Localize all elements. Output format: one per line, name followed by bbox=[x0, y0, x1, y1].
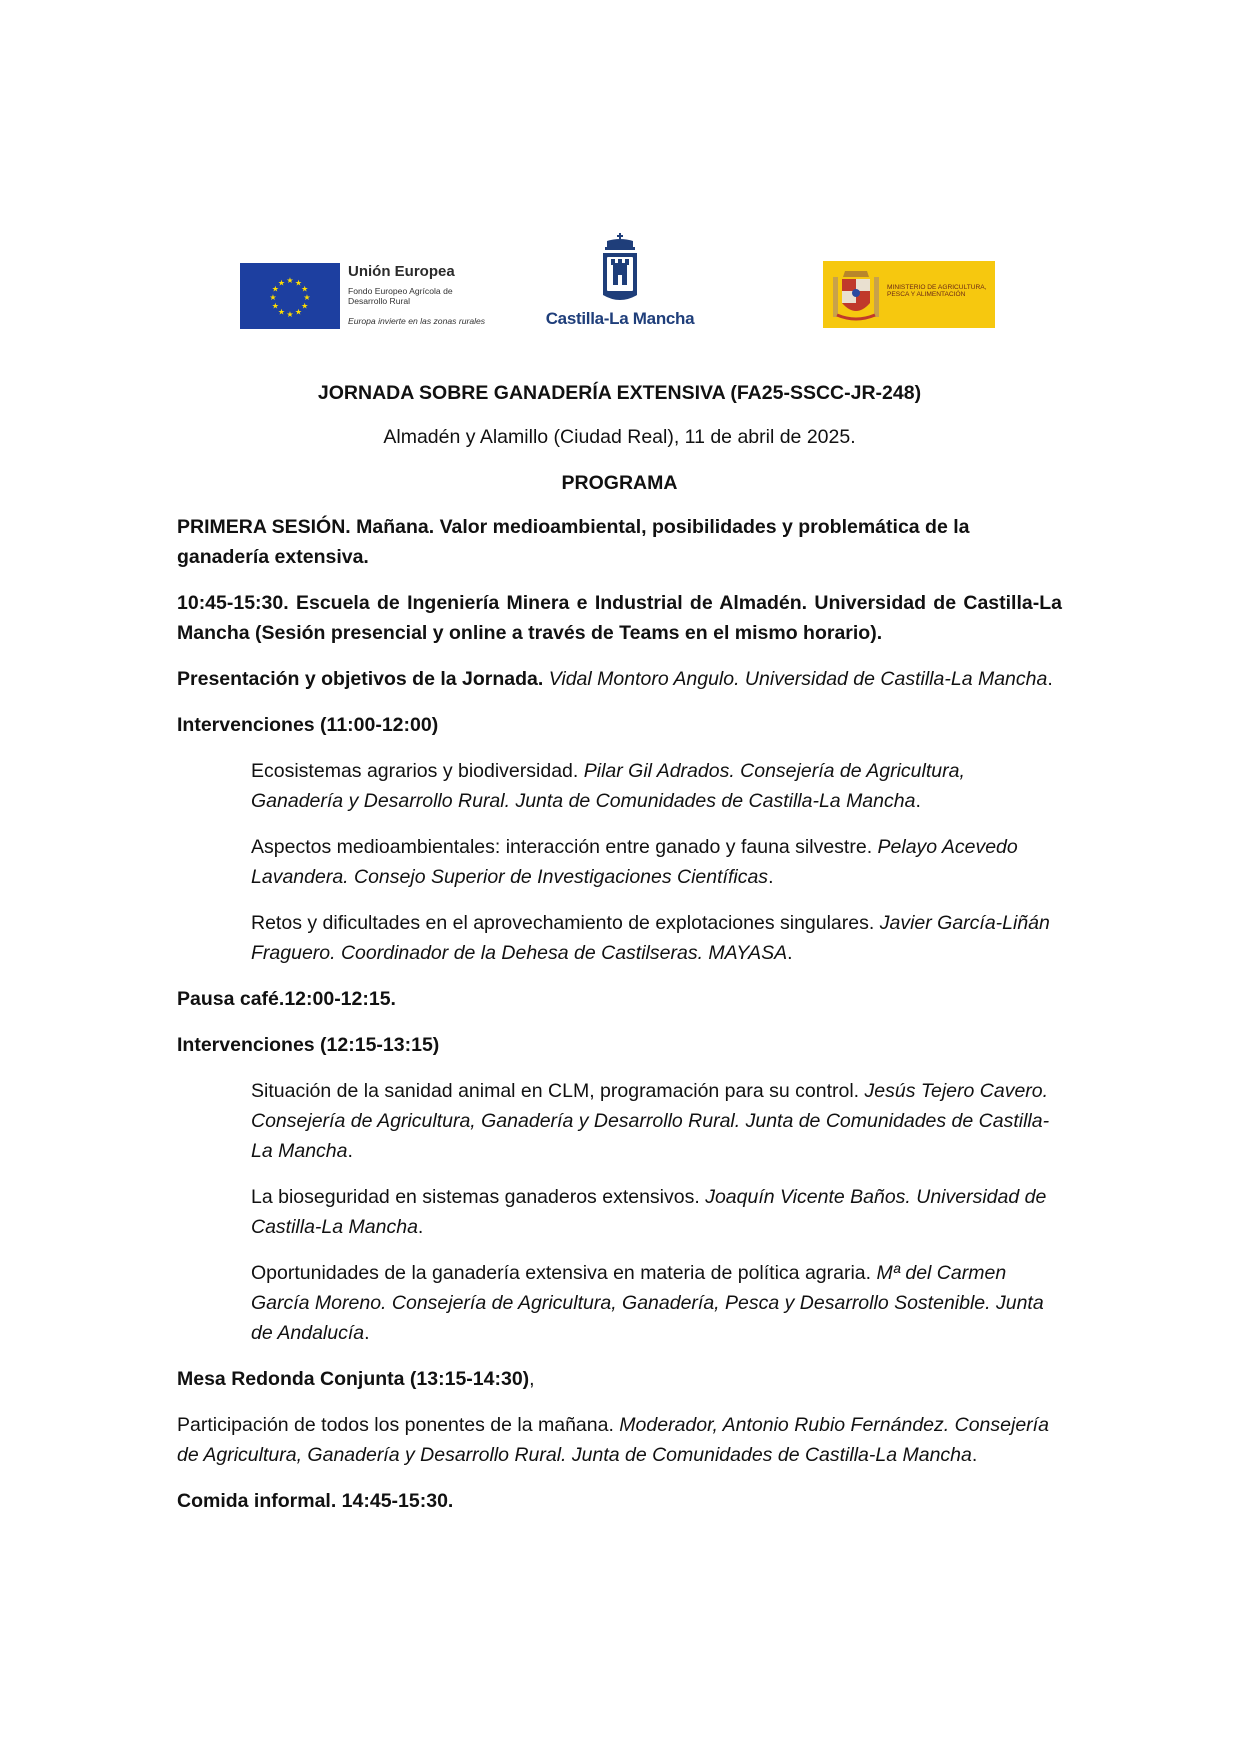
block1-heading: Intervenciones (11:00-12:00) bbox=[177, 714, 439, 736]
session-heading: PRIMERA SESIÓN. Mañana. Valor medioambiental, posibilidades y problemática de la ganadería extensiva. bbox=[177, 516, 970, 568]
svg-text:★: ★ bbox=[301, 301, 309, 311]
item-topic: Situación de la sanidad animal en CLM, programación para su control. bbox=[251, 1080, 865, 1102]
item-speaker: Pelayo Acevedo Lavandera. Consejo Superior de Investigaciones Científicas bbox=[251, 836, 1018, 888]
round-table-title: Mesa Redonda Conjunta (13:15-14:30) bbox=[177, 1368, 530, 1390]
eu-flag-icon bbox=[240, 263, 340, 329]
item-speaker: Joaquín Vicente Baños. Universidad de Castilla-La Mancha bbox=[251, 1186, 1047, 1238]
eu-logo-title: Unión Europea bbox=[348, 263, 455, 280]
presentation-end: . bbox=[1047, 668, 1053, 690]
coat-of-arms-icon bbox=[831, 267, 881, 323]
round-table-detail: Moderador, Antonio Rubio Fernández. Consejería de Agricultura, Ganadería y Desarrollo Rural. Junta de Comunidades de Castilla-La Mancha bbox=[177, 1414, 1049, 1466]
lunch: Comida informal. 14:45-15:30. bbox=[177, 1490, 454, 1512]
logo-header bbox=[0, 0, 1241, 340]
item-speaker: Mª del Carmen García Moreno. Consejería de Agricultura, Ganadería, Pesca y Desarrollo Sostenible. Junta de Andalucía bbox=[251, 1262, 1044, 1344]
programa-heading: PROGRAMA bbox=[561, 472, 678, 494]
document-body bbox=[177, 378, 1062, 1532]
item-end: . bbox=[915, 790, 921, 812]
eu-feader-logo bbox=[240, 263, 515, 331]
round-table-end: . bbox=[971, 1444, 978, 1466]
item-topic: Ecosistemas agrarios y biodiversidad. bbox=[251, 760, 584, 782]
presentation-title: Presentación y objetivos de la Jornada. bbox=[177, 668, 544, 690]
round-table-text bbox=[177, 1410, 1062, 1470]
block2-heading: Intervenciones (12:15-13:15) bbox=[177, 1034, 440, 1056]
item-end: . bbox=[347, 1140, 353, 1162]
svg-text:★: ★ bbox=[294, 278, 303, 288]
round-table-intro: Participación de todos los ponentes de la mañana. bbox=[177, 1414, 620, 1436]
svg-text:★: ★ bbox=[269, 293, 277, 302]
place-date: Almadén y Alamillo (Ciudad Real), 11 de abril de 2025. bbox=[383, 426, 856, 448]
round-table-heading bbox=[177, 1364, 1062, 1394]
item-end: . bbox=[364, 1322, 370, 1344]
eu-logo-tagline: Europa invierte en las zonas rurales bbox=[348, 316, 486, 326]
item-end: . bbox=[787, 942, 793, 964]
item-speaker: Jesús Tejero Cavero. Consejería de Agricultura, Ganadería y Desarrollo Rural. Junta de Comunidades de Castilla-La Mancha bbox=[251, 1080, 1050, 1162]
item-speaker: Pilar Gil Adrados. Consejería de Agricultura, Ganadería y Desarrollo Rural. Junta de Comunidades de Castilla-La Mancha bbox=[251, 760, 965, 812]
item-topic: La bioseguridad en sistemas ganaderos extensivos. bbox=[251, 1186, 706, 1208]
svg-text:★: ★ bbox=[277, 278, 286, 288]
list-item bbox=[251, 832, 1062, 892]
venue-text: 10:45-15:30. Escuela de Ingeniería Minera e Industrial de Almadén. Universidad de Castilla-La Mancha (Sesión presencial y online a través de Teams en el mismo horario). bbox=[177, 592, 1062, 644]
list-item bbox=[251, 1258, 1062, 1348]
eu-logo-subtitle: Fondo Europeo Agrícola de Desarrollo Rural bbox=[348, 286, 453, 306]
svg-text:★: ★ bbox=[303, 293, 311, 302]
ministerio-logo-text: MINISTERIO DE AGRICULTURA, PESCA Y ALIMENTACIÓN bbox=[887, 284, 987, 299]
item-topic: Retos y dificultades en el aprovechamiento de explotaciones singulares. bbox=[251, 912, 880, 934]
list-item bbox=[251, 1076, 1062, 1166]
clm-logo-name: Castilla-La Mancha bbox=[545, 309, 695, 328]
coffee-break: Pausa café.12:00-12:15. bbox=[177, 988, 396, 1010]
item-end: . bbox=[768, 866, 774, 888]
ministerio-logo bbox=[823, 261, 995, 328]
list-item bbox=[251, 1182, 1062, 1242]
item-end: . bbox=[417, 1216, 424, 1238]
presentation-paragraph bbox=[177, 664, 1062, 694]
svg-text:★: ★ bbox=[294, 307, 303, 317]
castilla-la-mancha-logo bbox=[545, 233, 695, 333]
castle-crown-icon bbox=[599, 233, 641, 305]
svg-text:★: ★ bbox=[271, 301, 279, 311]
document-title: JORNADA SOBRE GANADERÍA EXTENSIVA (FA25-SSCC-JR-248) bbox=[317, 382, 922, 404]
item-topic: Aspectos medioambientales: interacción entre ganado y fauna silvestre. bbox=[251, 836, 878, 858]
round-table-comma: , bbox=[529, 1368, 535, 1390]
svg-text:★: ★ bbox=[286, 276, 294, 285]
item-topic: Oportunidades de la ganadería extensiva en materia de política agraria. bbox=[251, 1262, 877, 1284]
svg-text:★: ★ bbox=[277, 307, 286, 317]
item-speaker: Javier García-Liñán Fraguero. Coordinador de la Dehesa de Castilseras. MAYASA bbox=[251, 912, 1050, 964]
svg-text:★: ★ bbox=[271, 284, 279, 294]
list-item bbox=[251, 756, 1062, 816]
svg-text:★: ★ bbox=[301, 284, 309, 294]
presentation-speaker: Vidal Montoro Angulo. Universidad de Castilla-La Mancha bbox=[548, 668, 1048, 690]
list-item bbox=[251, 908, 1062, 968]
svg-text:★: ★ bbox=[286, 310, 294, 319]
